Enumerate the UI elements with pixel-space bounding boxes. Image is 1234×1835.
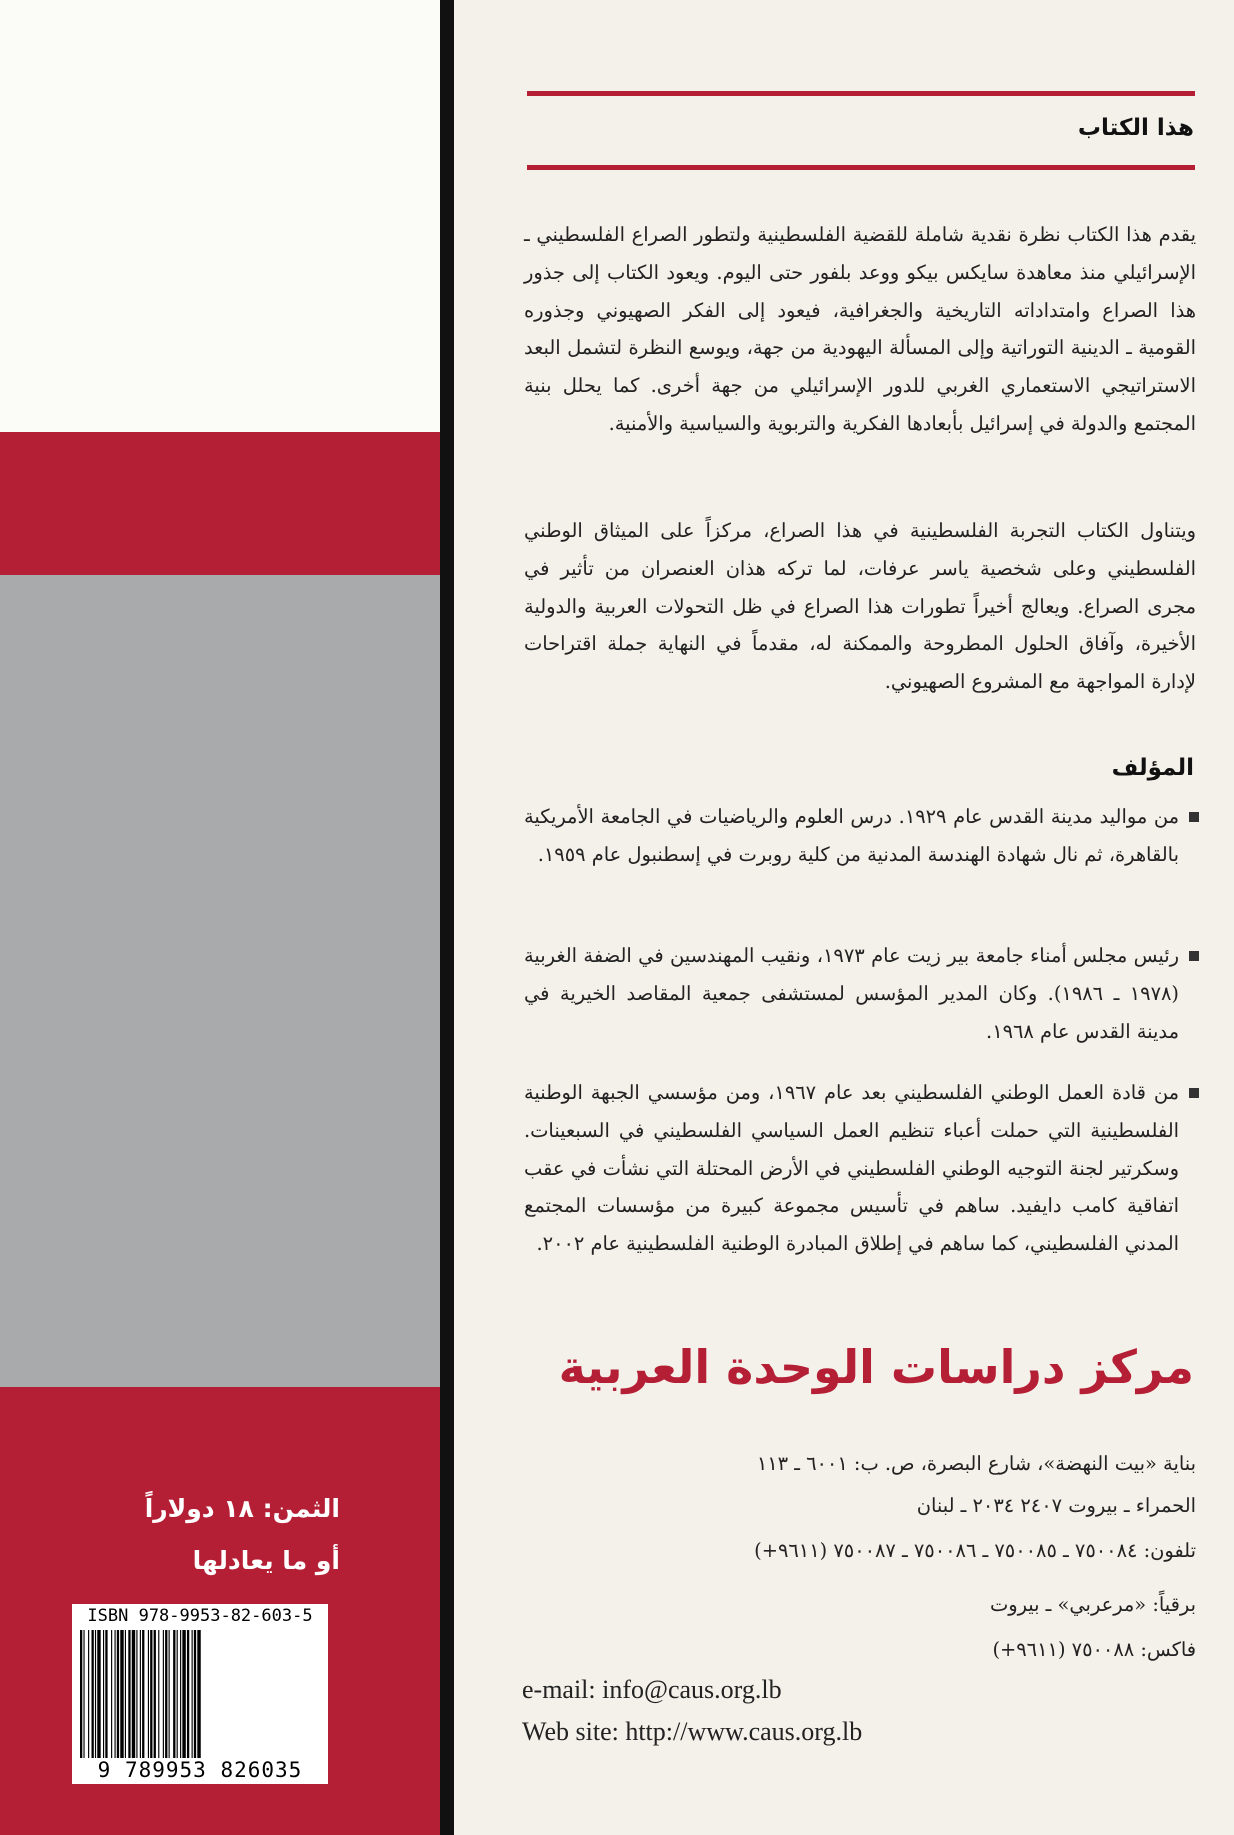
publisher-name: مركز دراسات الوحدة العربية bbox=[558, 1340, 1194, 1394]
price-label bbox=[100, 1483, 340, 1587]
isbn-text: ISBN 978-9953-82-603-5 bbox=[87, 1606, 313, 1626]
gray-block bbox=[0, 575, 440, 1387]
publisher-address-line-2: الحمراء ـ بيروت ٢٤٠٧ ٢٠٣٤ ـ لبنان bbox=[916, 1494, 1196, 1517]
about-book-heading: هذا الكتاب bbox=[1077, 115, 1194, 141]
barcode-bar bbox=[169, 1630, 170, 1758]
barcode-bar bbox=[177, 1630, 178, 1758]
barcode-bar bbox=[105, 1630, 107, 1758]
publisher-phone: تلفون: ٧٥٠٠٨٤ ـ ٧٥٠٠٨٥ ـ ٧٥٠٠٨٦ ـ ٧٥٠٠٨٧ (٩٦١١+) bbox=[754, 1539, 1196, 1562]
author-bullet: من مواليد مدينة القدس عام ١٩٢٩. درس العلوم والرياضيات في الجامعة الأمريكية بالقاهرة، ثم نال شهادة الهندسة المدنية من كلية روبرت في إسطنبول عام ١٩٥٩. bbox=[524, 798, 1179, 874]
barcode-bar bbox=[88, 1630, 89, 1758]
publisher-website: Web site: http://www.caus.org.lb bbox=[522, 1717, 863, 1746]
barcode-bar bbox=[194, 1630, 196, 1758]
barcode-bar bbox=[111, 1630, 112, 1758]
barcode-bar bbox=[154, 1630, 156, 1758]
publisher-fax: فاكس: ٧٥٠٠٨٨ (٩٦١١+) bbox=[992, 1638, 1196, 1661]
heading-rule-top bbox=[527, 91, 1195, 96]
red-band bbox=[0, 432, 440, 575]
barcode-bar bbox=[180, 1630, 181, 1758]
price-amount: الثمن: ١٨ دولاراً bbox=[144, 1494, 340, 1523]
barcode-bar bbox=[125, 1630, 126, 1758]
barcode-bar bbox=[197, 1630, 200, 1758]
publisher-email: e-mail: info@caus.org.lb bbox=[522, 1675, 782, 1704]
barcode bbox=[72, 1604, 328, 1784]
barcode-bar bbox=[140, 1630, 141, 1758]
barcode-bar bbox=[182, 1630, 185, 1758]
back-cover-left-panel bbox=[0, 0, 440, 1835]
barcode-bar bbox=[136, 1630, 137, 1758]
barcode-bar bbox=[80, 1630, 82, 1758]
barcode-bar bbox=[148, 1630, 149, 1758]
publisher-address-line-1: بناية «بيت النهضة»، شارع البصرة، ص. ب: ٦٠٠١ ـ ١١٣ bbox=[756, 1452, 1196, 1475]
barcode-bar bbox=[117, 1630, 119, 1758]
author-bullet: رئيس مجلس أمناء جامعة بير زيت عام ١٩٧٣، ونقيب المهندسين في الضفة الغربية (١٩٧٨ ـ ١٩٨٦). وكان المدير المؤسس لمستشفى جمعية المقاصد الخيرية في مدينة القدس عام ١٩٦٨. bbox=[524, 937, 1179, 1050]
barcode-bar bbox=[150, 1630, 152, 1758]
barcode-bar bbox=[83, 1630, 84, 1758]
barcode-bar bbox=[128, 1630, 130, 1758]
barcode-bar bbox=[97, 1630, 100, 1758]
author-heading: المؤلف bbox=[1111, 755, 1194, 781]
heading-rule-bottom bbox=[527, 165, 1195, 170]
author-bullet: من قادة العمل الوطني الفلسطيني بعد عام ١٩٦٧، ومن مؤسسي الجبهة الوطنية الفلسطينية التي حملت أعباء تنظيم العمل السياسي الفلسطيني في السبعينات. وسكرتير لجنة التوجيه الوطني الفلسطيني في الأرض المحتلة التي نشأت في عقب اتفاقية كامب دايفيد. ساهم في تأسيس مجموعة كبيرة من مؤسسات المجتمع المدني الفلسطيني، كما ساهم في إطلاق المبادرة الوطنية الفلسطينية عام ٢٠٠٢. bbox=[524, 1074, 1179, 1263]
barcode-bar bbox=[173, 1630, 175, 1758]
white-block bbox=[0, 0, 440, 432]
barcode-bar bbox=[187, 1630, 189, 1758]
about-book-paragraph-2: ويتناول الكتاب التجربة الفلسطينية في هذا الصراع، مركزاً على الميثاق الوطني الفلسطيني وعلى شخصية ياسر عرفات، لما تركه هذان العنصران من تأثير في مجرى الصراع. ويعالج أخيراً تطورات هذا الصراع في ظل التحولات العربية والدولية الأخيرة، وآفاق الحلول المطروحة والممكنة له، مقدماً في النهاية جملة اقتراحات لإدارة المواجهة مع المشروع الصهيوني. bbox=[524, 519, 1196, 694]
spine-divider bbox=[440, 0, 454, 1835]
barcode-bar bbox=[95, 1630, 96, 1758]
publisher-telegram: برقياً: «مرعربي» ـ بيروت bbox=[989, 1593, 1196, 1616]
barcode-bars bbox=[80, 1630, 320, 1758]
barcode-bar bbox=[142, 1630, 144, 1758]
barcode-bar bbox=[132, 1630, 135, 1758]
barcode-bar bbox=[192, 1630, 193, 1758]
barcode-bar bbox=[115, 1630, 116, 1758]
price-equivalent: أو ما يعادلها bbox=[192, 1546, 340, 1575]
barcode-bar bbox=[158, 1630, 159, 1758]
barcode-digits: 9 789953 826035 bbox=[97, 1758, 303, 1782]
barcode-bar bbox=[103, 1630, 104, 1758]
barcode-bar bbox=[120, 1630, 123, 1758]
about-book-paragraph-1: يقدم هذا الكتاب نظرة نقدية شاملة للقضية الفلسطينية ولتطور الصراع الفلسطيني ـ الإسرائيلي منذ معاهدة سايكس بيكو ووعد بلفور حتى اليوم. ويعود الكتاب إلى جذور هذا الصراع وامتداداته التاريخية والجغرافية، فيعود إلى الفكر الصهيوني وجذوره القومية ـ الدينية التوراتية وإلى المسألة اليهودية من جهة، ويوسع النظرة لتشمل البعد الاستراتيجي الاستعماري الغربي للدور الإسرائيلي من جهة أخرى. كما يحلل بنية المجتمع والدولة في إسرائيل بأبعادها الفكرية والتربوية والسياسية والأمنية. bbox=[524, 223, 1196, 435]
barcode-bar bbox=[163, 1630, 164, 1758]
barcode-bar bbox=[92, 1630, 94, 1758]
barcode-bar bbox=[165, 1630, 167, 1758]
